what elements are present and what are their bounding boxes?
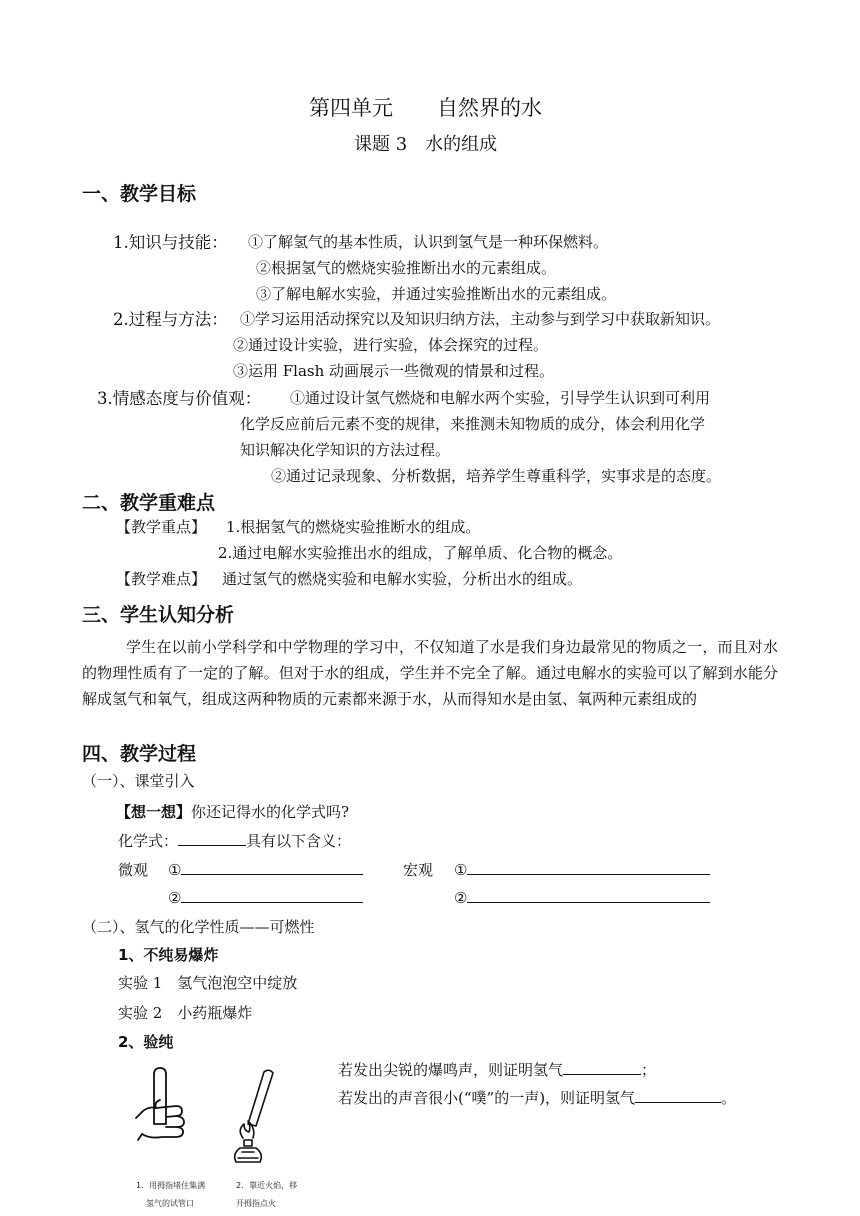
purity-blank-2[interactable] xyxy=(635,1087,721,1103)
purity-2-end: 。 xyxy=(721,1089,737,1107)
section-heading-objectives: 一、教学目标 xyxy=(82,183,197,205)
unit-subtitle: 自然界的水 xyxy=(437,96,542,120)
think-label: 【想一想】 xyxy=(116,803,192,821)
figure-caption-2a: 2．靠近火焰，移 xyxy=(236,1181,298,1190)
unit-title: 第四单元 xyxy=(309,96,393,120)
macro-label: 宏观 xyxy=(403,861,434,879)
analysis-text: 学生在以前小学科学和中学物理的学习中，不仅知道了水是我们身边最常见的物质之一，而且对水的物理性质有了一定的了解。但对于水的组成，学生并不完全了解。通过电解水的实验可以了解到水能分解成氢气和氧气，组成这两种物质的元素都来源于水，从而得知水是由氢、氧两种元素组成的 xyxy=(82,638,778,708)
purity-line-2 xyxy=(338,1087,736,1108)
formula-suffix: 具有以下含义： xyxy=(246,832,352,850)
difficulty-label: 【教学难点】 xyxy=(116,570,207,588)
objective-k2: ②根据氢气的燃烧实验推断出水的元素组成。 xyxy=(256,259,557,277)
section-heading-analysis: 三、学生认知分析 xyxy=(82,604,235,626)
micro-item-1 xyxy=(168,859,363,879)
lesson-title: 课题 3 水的组成 xyxy=(354,134,498,155)
purity-1-text: 若发出尖锐的爆鸣声，则证明氢气 xyxy=(338,1061,564,1079)
figure-caption-1b: 氢气的试管口 xyxy=(146,1199,194,1208)
purity-1-end: ； xyxy=(641,1061,657,1079)
macro-blank-1[interactable] xyxy=(467,859,710,875)
objective-e2: ②通过记录现象、分析数据，培养学生尊重科学，实事求是的态度。 xyxy=(271,467,722,485)
macro-item-1 xyxy=(454,859,710,879)
circle-two: ② xyxy=(454,889,468,907)
part-combustibility-heading: （二）、氢气的化学性质——可燃性 xyxy=(82,918,315,936)
think-prompt xyxy=(116,801,349,822)
hand-test-tube-illustration xyxy=(132,1066,292,1176)
formula-line xyxy=(118,830,351,851)
objective-p1: ①学习运用活动探究以及知识归纳方法，主动参与到学习中获取新知识。 xyxy=(240,310,721,328)
objective-e1c: 知识解决化学知识的方法过程。 xyxy=(240,441,451,459)
emotion-label: 3.情感态度与价值观： xyxy=(97,389,262,408)
experiment-2: 实验 2 小药瓶爆炸 xyxy=(118,1004,253,1022)
process-label: 2.过程与方法： xyxy=(113,310,228,329)
circle-one: ① xyxy=(168,861,182,879)
micro-blank-1[interactable] xyxy=(181,859,363,875)
figure-caption-1a: 1．用拇指堵住集满 xyxy=(136,1181,206,1190)
purity-test-figure xyxy=(132,1066,298,1214)
purity-2-text: 若发出的声音很小(“噗”的一声)，则证明氢气 xyxy=(338,1089,636,1107)
micro-blank-2[interactable] xyxy=(181,887,363,903)
objective-p2: ②通过设计实验，进行实验，体会探究的过程。 xyxy=(233,336,549,354)
subheading-impure: 1、不纯易爆炸 xyxy=(118,946,219,964)
formula-blank[interactable] xyxy=(178,830,246,846)
part-intro-heading: （一）、课堂引入 xyxy=(82,772,195,790)
circle-two: ② xyxy=(168,889,182,907)
focus-label: 【教学重点】 xyxy=(116,518,207,536)
focus-item-1: 1.根据氢气的燃烧实验推断水的组成。 xyxy=(226,518,481,536)
macro-item-2 xyxy=(454,887,710,907)
formula-label: 化学式： xyxy=(118,832,179,850)
test-tube-icon xyxy=(154,1068,166,1124)
focus-item-2: 2.通过电解水实验推出水的组成，了解单质、化合物的概念。 xyxy=(218,544,623,562)
subheading-purity: 2、验纯 xyxy=(118,1033,174,1051)
think-question: 你还记得水的化学式吗? xyxy=(191,803,350,821)
inverted-tube-icon xyxy=(248,1070,273,1126)
difficulty-item: 通过氢气的燃烧实验和电解水实验，分析出水的组成。 xyxy=(222,570,583,588)
section-heading-key-points: 二、教学重难点 xyxy=(82,492,216,514)
micro-item-2 xyxy=(168,887,363,907)
objective-e1a: ①通过设计氢气燃烧和电解水两个实验，引导学生认识到可利用 xyxy=(290,389,711,407)
circle-one: ① xyxy=(454,861,468,879)
objective-k3: ③了解电解水实验，并通过实验推断出水的元素组成。 xyxy=(256,285,617,303)
experiment-1: 实验 1 氢气泡泡空中绽放 xyxy=(118,974,298,992)
objective-e1b: 化学反应前后元素不变的规律，来推测未知物质的成分，体会利用化学 xyxy=(240,415,706,433)
objective-k1: ①了解氢气的基本性质，认识到氢气是一种环保燃料。 xyxy=(248,233,609,251)
figure-caption-2b: 开拇指点火 xyxy=(236,1199,276,1208)
section-heading-process: 四、教学过程 xyxy=(82,743,197,765)
alcohol-lamp-icon xyxy=(235,1148,262,1162)
micro-label: 微观 xyxy=(118,861,149,879)
purity-blank-1[interactable] xyxy=(563,1059,641,1075)
macro-blank-2[interactable] xyxy=(467,887,710,903)
knowledge-label: 1.知识与技能： xyxy=(113,233,228,252)
purity-line-1 xyxy=(338,1059,656,1080)
objective-p3: ③运用 Flash 动画展示一些微观的情景和过程。 xyxy=(233,362,555,380)
analysis-paragraph xyxy=(82,634,778,712)
